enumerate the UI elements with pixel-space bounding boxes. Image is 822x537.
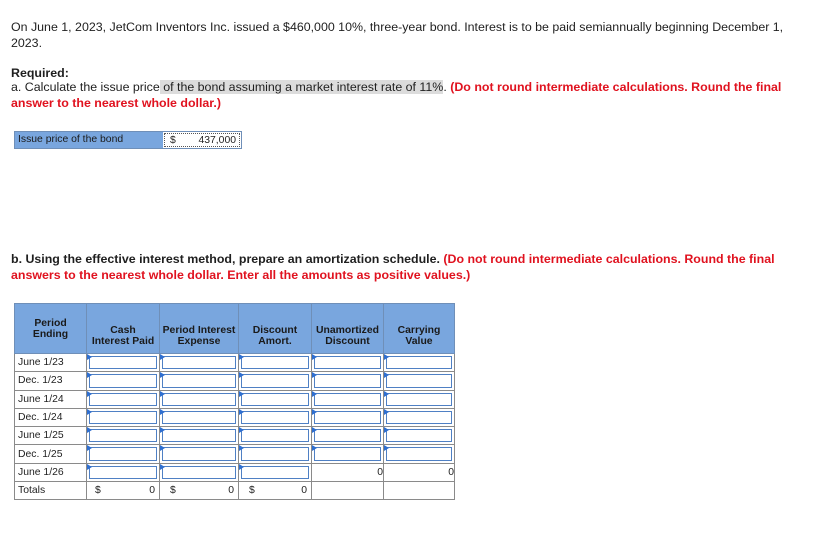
carrying-value-input[interactable]	[384, 427, 455, 445]
total-interest-value: 0	[228, 485, 234, 497]
cash-interest-input[interactable]	[87, 463, 160, 481]
table-row	[15, 354, 455, 372]
discount-amort-input[interactable]	[239, 445, 312, 463]
total-discount-value: 0	[301, 485, 307, 497]
header-period-ending: Period Ending	[15, 304, 87, 354]
table-row	[15, 372, 455, 390]
carrying-value-value: 0	[384, 463, 455, 481]
required-heading: Required:	[11, 66, 69, 80]
period-cell: June 1/26	[15, 463, 87, 481]
interest-expense-input[interactable]	[160, 445, 239, 463]
period-cell: Dec. 1/25	[15, 445, 87, 463]
unamortized-discount-input[interactable]	[312, 408, 384, 426]
cash-interest-input[interactable]	[87, 390, 160, 408]
part-a-question	[11, 80, 811, 111]
table-row	[15, 408, 455, 426]
interest-expense-input[interactable]	[160, 354, 239, 372]
discount-amort-input[interactable]	[239, 427, 312, 445]
part-a-suffix: .	[443, 80, 447, 94]
unamortized-discount-input[interactable]	[312, 354, 384, 372]
totals-row	[15, 482, 455, 500]
interest-expense-input[interactable]	[160, 372, 239, 390]
unamortized-discount-value: 0	[312, 463, 384, 481]
total-discount-amort	[239, 482, 312, 500]
carrying-value-input[interactable]	[384, 408, 455, 426]
unamortized-discount-input[interactable]	[312, 427, 384, 445]
header-discount-amort: Discount Amort.	[239, 304, 312, 354]
total-discount-currency: $	[249, 485, 255, 497]
part-a-prefix: a. Calculate the issue price	[11, 80, 160, 94]
problem-intro: On June 1, 2023, JetCom Inventors Inc. issued a $460,000 10%, three-year bond. Interest is to be paid semiannually beginning December 1, 2023.	[11, 20, 784, 50]
period-cell: Dec. 1/24	[15, 408, 87, 426]
total-cash-currency: $	[95, 485, 101, 497]
total-interest-expense	[160, 482, 239, 500]
header-carrying-value: Carrying Value	[384, 304, 455, 354]
cash-interest-input[interactable]	[87, 445, 160, 463]
discount-amort-input[interactable]	[239, 390, 312, 408]
header-cash-interest-paid: Cash Interest Paid	[87, 304, 160, 354]
discount-amort-input[interactable]	[239, 463, 312, 481]
carrying-value-input[interactable]	[384, 372, 455, 390]
issue-price-input[interactable]	[164, 133, 240, 147]
part-a-highlight: of the bond assuming a market interest rate of 11%	[159, 80, 444, 94]
empty-cell	[384, 482, 455, 500]
discount-amort-input[interactable]	[239, 408, 312, 426]
period-cell: June 1/24	[15, 390, 87, 408]
part-b-instruction: (Do not round intermediate calculations. Round the final answers to the nearest whole dollar. Enter all the amounts as positive values.)	[11, 252, 775, 282]
totals-label: Totals	[15, 482, 87, 500]
cash-interest-input[interactable]	[87, 372, 160, 390]
discount-amort-input[interactable]	[239, 354, 312, 372]
unamortized-discount-input[interactable]	[312, 390, 384, 408]
interest-expense-input[interactable]	[160, 408, 239, 426]
part-a-instruction: (Do not round intermediate calculations. Round the final answer to the nearest whole dollar.)	[11, 80, 782, 110]
issue-price-currency: $	[170, 134, 176, 146]
issue-price-row	[14, 131, 242, 149]
empty-cell	[312, 482, 384, 500]
header-period-interest-expense: Period Interest Expense	[160, 304, 239, 354]
table-row	[15, 427, 455, 445]
period-cell: Dec. 1/23	[15, 372, 87, 390]
table-row	[15, 390, 455, 408]
interest-expense-input[interactable]	[160, 427, 239, 445]
cash-interest-input[interactable]	[87, 354, 160, 372]
issue-price-value: 437,000	[198, 134, 236, 146]
carrying-value-input[interactable]	[384, 354, 455, 372]
interest-expense-input[interactable]	[160, 463, 239, 481]
total-cash-interest	[87, 482, 160, 500]
interest-expense-input[interactable]	[160, 390, 239, 408]
unamortized-discount-input[interactable]	[312, 372, 384, 390]
part-b-question	[11, 252, 811, 283]
discount-amort-input[interactable]	[239, 372, 312, 390]
part-b-prefix: b. Using the effective interest method, prepare an amortization schedule.	[11, 252, 440, 266]
total-cash-value: 0	[149, 485, 155, 497]
table-row	[15, 463, 455, 481]
period-cell: June 1/25	[15, 427, 87, 445]
carrying-value-input[interactable]	[384, 445, 455, 463]
total-interest-currency: $	[170, 485, 176, 497]
unamortized-discount-input[interactable]	[312, 445, 384, 463]
issue-price-label: Issue price of the bond	[15, 132, 151, 148]
period-cell: June 1/23	[15, 354, 87, 372]
table-row	[15, 445, 455, 463]
amortization-table	[14, 303, 455, 500]
header-unamortized-discount: Unamortized Discount	[312, 304, 384, 354]
cash-interest-input[interactable]	[87, 408, 160, 426]
cash-interest-input[interactable]	[87, 427, 160, 445]
carrying-value-input[interactable]	[384, 390, 455, 408]
